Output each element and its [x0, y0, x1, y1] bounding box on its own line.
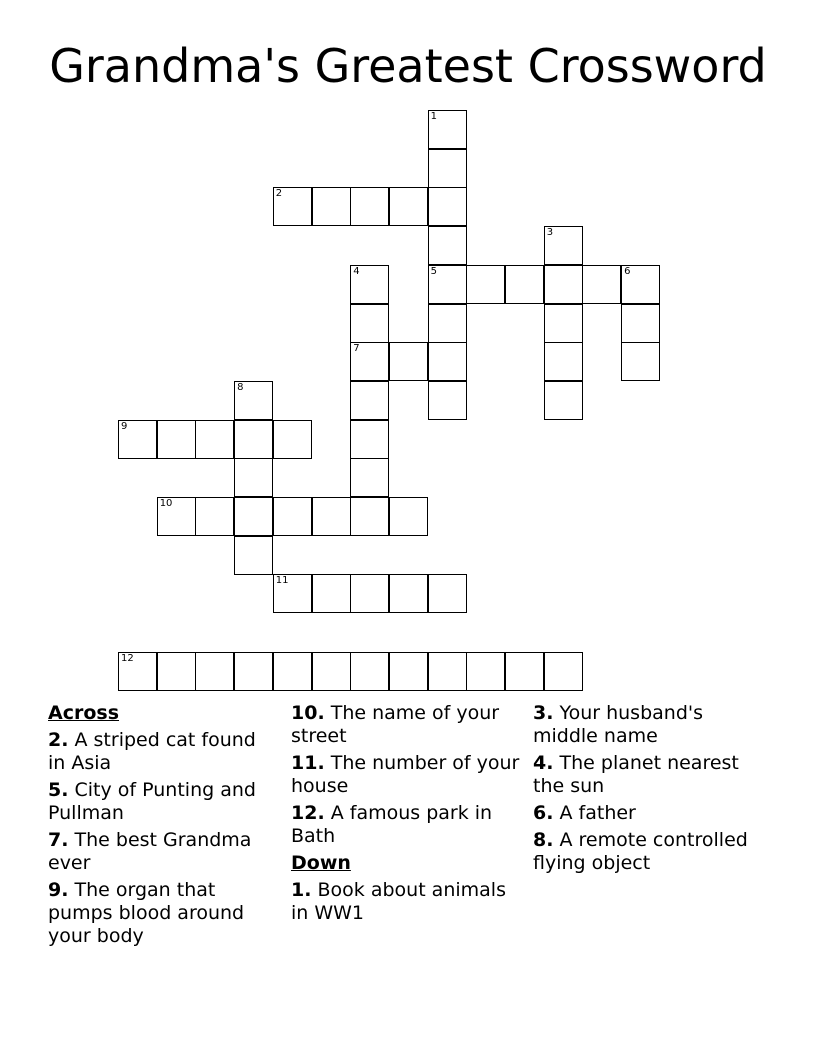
grid-cell[interactable]	[312, 652, 351, 691]
grid-cell[interactable]	[234, 420, 273, 459]
cell-number: 5	[430, 265, 437, 277]
grid-cell[interactable]	[428, 149, 467, 188]
grid-cell[interactable]	[621, 304, 660, 343]
grid-cell[interactable]	[505, 265, 544, 304]
down-clue	[533, 702, 763, 748]
grid-cell[interactable]	[350, 652, 389, 691]
grid-cell[interactable]	[234, 536, 273, 575]
clue-number: 6.	[533, 802, 554, 824]
cell-number: 2	[275, 188, 283, 200]
grid-cell[interactable]	[234, 497, 273, 536]
grid-cell[interactable]	[312, 497, 351, 536]
grid-cell[interactable]	[350, 265, 389, 304]
cell-number: 9	[121, 420, 128, 432]
clue-text: City of Punting and Pullman	[48, 779, 256, 824]
grid-cell[interactable]	[389, 652, 428, 691]
grid-cell[interactable]	[389, 187, 428, 226]
clue-text: The organ that pumps blood around your body	[48, 879, 245, 947]
across-clue	[291, 802, 521, 848]
clue-number: 1.	[291, 879, 312, 901]
grid-cell[interactable]	[350, 342, 389, 381]
grid-cell[interactable]	[428, 226, 467, 265]
clue-number: 3.	[533, 702, 554, 724]
down-clue	[291, 879, 521, 925]
grid-cell[interactable]	[273, 497, 312, 536]
grid-cell[interactable]	[389, 574, 428, 613]
cell-number: 3	[546, 227, 554, 239]
grid-cell[interactable]	[544, 342, 583, 381]
clue-text: The best Grandma ever	[48, 829, 252, 874]
clue-number: 2.	[48, 729, 69, 751]
clue-number: 8.	[533, 829, 554, 851]
grid-cell[interactable]	[350, 187, 389, 226]
grid-cell[interactable]	[157, 420, 196, 459]
grid-cell[interactable]	[312, 574, 351, 613]
clue-column-2	[291, 702, 521, 929]
across-clue	[291, 702, 521, 748]
grid-cell[interactable]	[544, 226, 583, 265]
page-title: Grandma's Greatest Crossword	[49, 39, 767, 93]
cell-number: 1	[430, 111, 437, 122]
cell-number: 11	[275, 575, 289, 587]
grid-cell[interactable]	[157, 497, 196, 536]
grid-cell[interactable]	[466, 265, 505, 304]
grid-cell[interactable]	[428, 265, 467, 304]
clue-number: 11.	[291, 752, 325, 774]
clue-column-3	[533, 702, 763, 879]
down-clue	[533, 829, 763, 875]
grid-cell[interactable]	[544, 652, 583, 691]
across-clue	[291, 752, 521, 798]
across-clue	[48, 879, 278, 948]
clue-number: 9.	[48, 879, 69, 901]
grid-cell[interactable]	[195, 420, 234, 459]
grid-cell[interactable]	[428, 574, 467, 613]
grid-cell[interactable]	[350, 497, 389, 536]
across-clue	[48, 829, 278, 875]
grid-cell[interactable]	[428, 187, 467, 226]
cell-number: 10	[159, 498, 173, 509]
clue-text: A famous park in Bath	[291, 802, 493, 847]
grid-cell[interactable]	[544, 381, 583, 420]
clue-number: 5.	[48, 779, 69, 801]
grid-cell[interactable]	[621, 342, 660, 381]
clue-number: 12.	[291, 802, 325, 824]
clue-text: The planet nearest the sun	[533, 752, 739, 797]
cell-number: 12	[121, 652, 134, 664]
across-clue	[48, 779, 278, 825]
clue-number: 7.	[48, 829, 69, 851]
cell-number: 7	[353, 343, 360, 355]
grid-cell[interactable]	[544, 304, 583, 343]
grid-cell[interactable]	[505, 652, 544, 691]
grid-cell[interactable]	[544, 265, 583, 304]
grid-cell[interactable]	[350, 304, 389, 343]
across-clue	[48, 729, 278, 775]
grid-cell[interactable]	[621, 265, 660, 304]
clue-text: A striped cat found in Asia	[48, 729, 256, 774]
clue-text: A remote controlled flying object	[533, 829, 748, 874]
down-clue	[533, 752, 763, 798]
grid-cell[interactable]	[157, 652, 196, 691]
grid-cell[interactable]	[234, 381, 273, 420]
grid-cell[interactable]	[428, 304, 467, 343]
grid-cell[interactable]	[195, 652, 234, 691]
cell-number: 4	[353, 265, 360, 277]
grid-cell[interactable]	[389, 497, 428, 536]
down-heading: Down	[291, 852, 351, 874]
grid-cell[interactable]	[350, 458, 389, 497]
grid-cell[interactable]	[389, 342, 428, 381]
grid-cell[interactable]	[273, 420, 312, 459]
clue-number: 10.	[291, 702, 325, 724]
grid-cell[interactable]	[428, 381, 467, 420]
grid-cell[interactable]	[350, 381, 389, 420]
clue-text: The number of your house	[291, 752, 520, 797]
grid-cell[interactable]	[428, 652, 467, 691]
across-heading: Across	[48, 702, 120, 724]
grid-cell[interactable]	[118, 420, 157, 459]
grid-cell[interactable]	[350, 420, 389, 459]
grid-cell[interactable]	[273, 187, 312, 226]
grid-cell[interactable]	[234, 458, 273, 497]
grid-cell[interactable]	[582, 265, 621, 304]
clue-column-1	[48, 702, 278, 952]
cell-number: 6	[624, 265, 631, 277]
clue-text: Book about animals in WW1	[291, 879, 506, 924]
grid-cell[interactable]	[312, 187, 351, 226]
clue-number: 4.	[533, 752, 554, 774]
clue-text: The name of your street	[291, 702, 500, 747]
grid-cell[interactable]	[118, 652, 157, 691]
grid-cell[interactable]	[466, 652, 505, 691]
grid-cell[interactable]	[428, 110, 467, 149]
grid-cell[interactable]	[350, 574, 389, 613]
down-clue	[533, 802, 763, 825]
grid-cell[interactable]	[234, 652, 273, 691]
cell-number: 8	[237, 381, 244, 393]
clue-text: A father	[559, 802, 636, 824]
grid-cell[interactable]	[428, 342, 467, 381]
grid-cell[interactable]	[273, 652, 312, 691]
grid-cell[interactable]	[195, 497, 234, 536]
clue-text: Your husband's middle name	[533, 702, 704, 747]
grid-cell[interactable]	[273, 574, 312, 613]
